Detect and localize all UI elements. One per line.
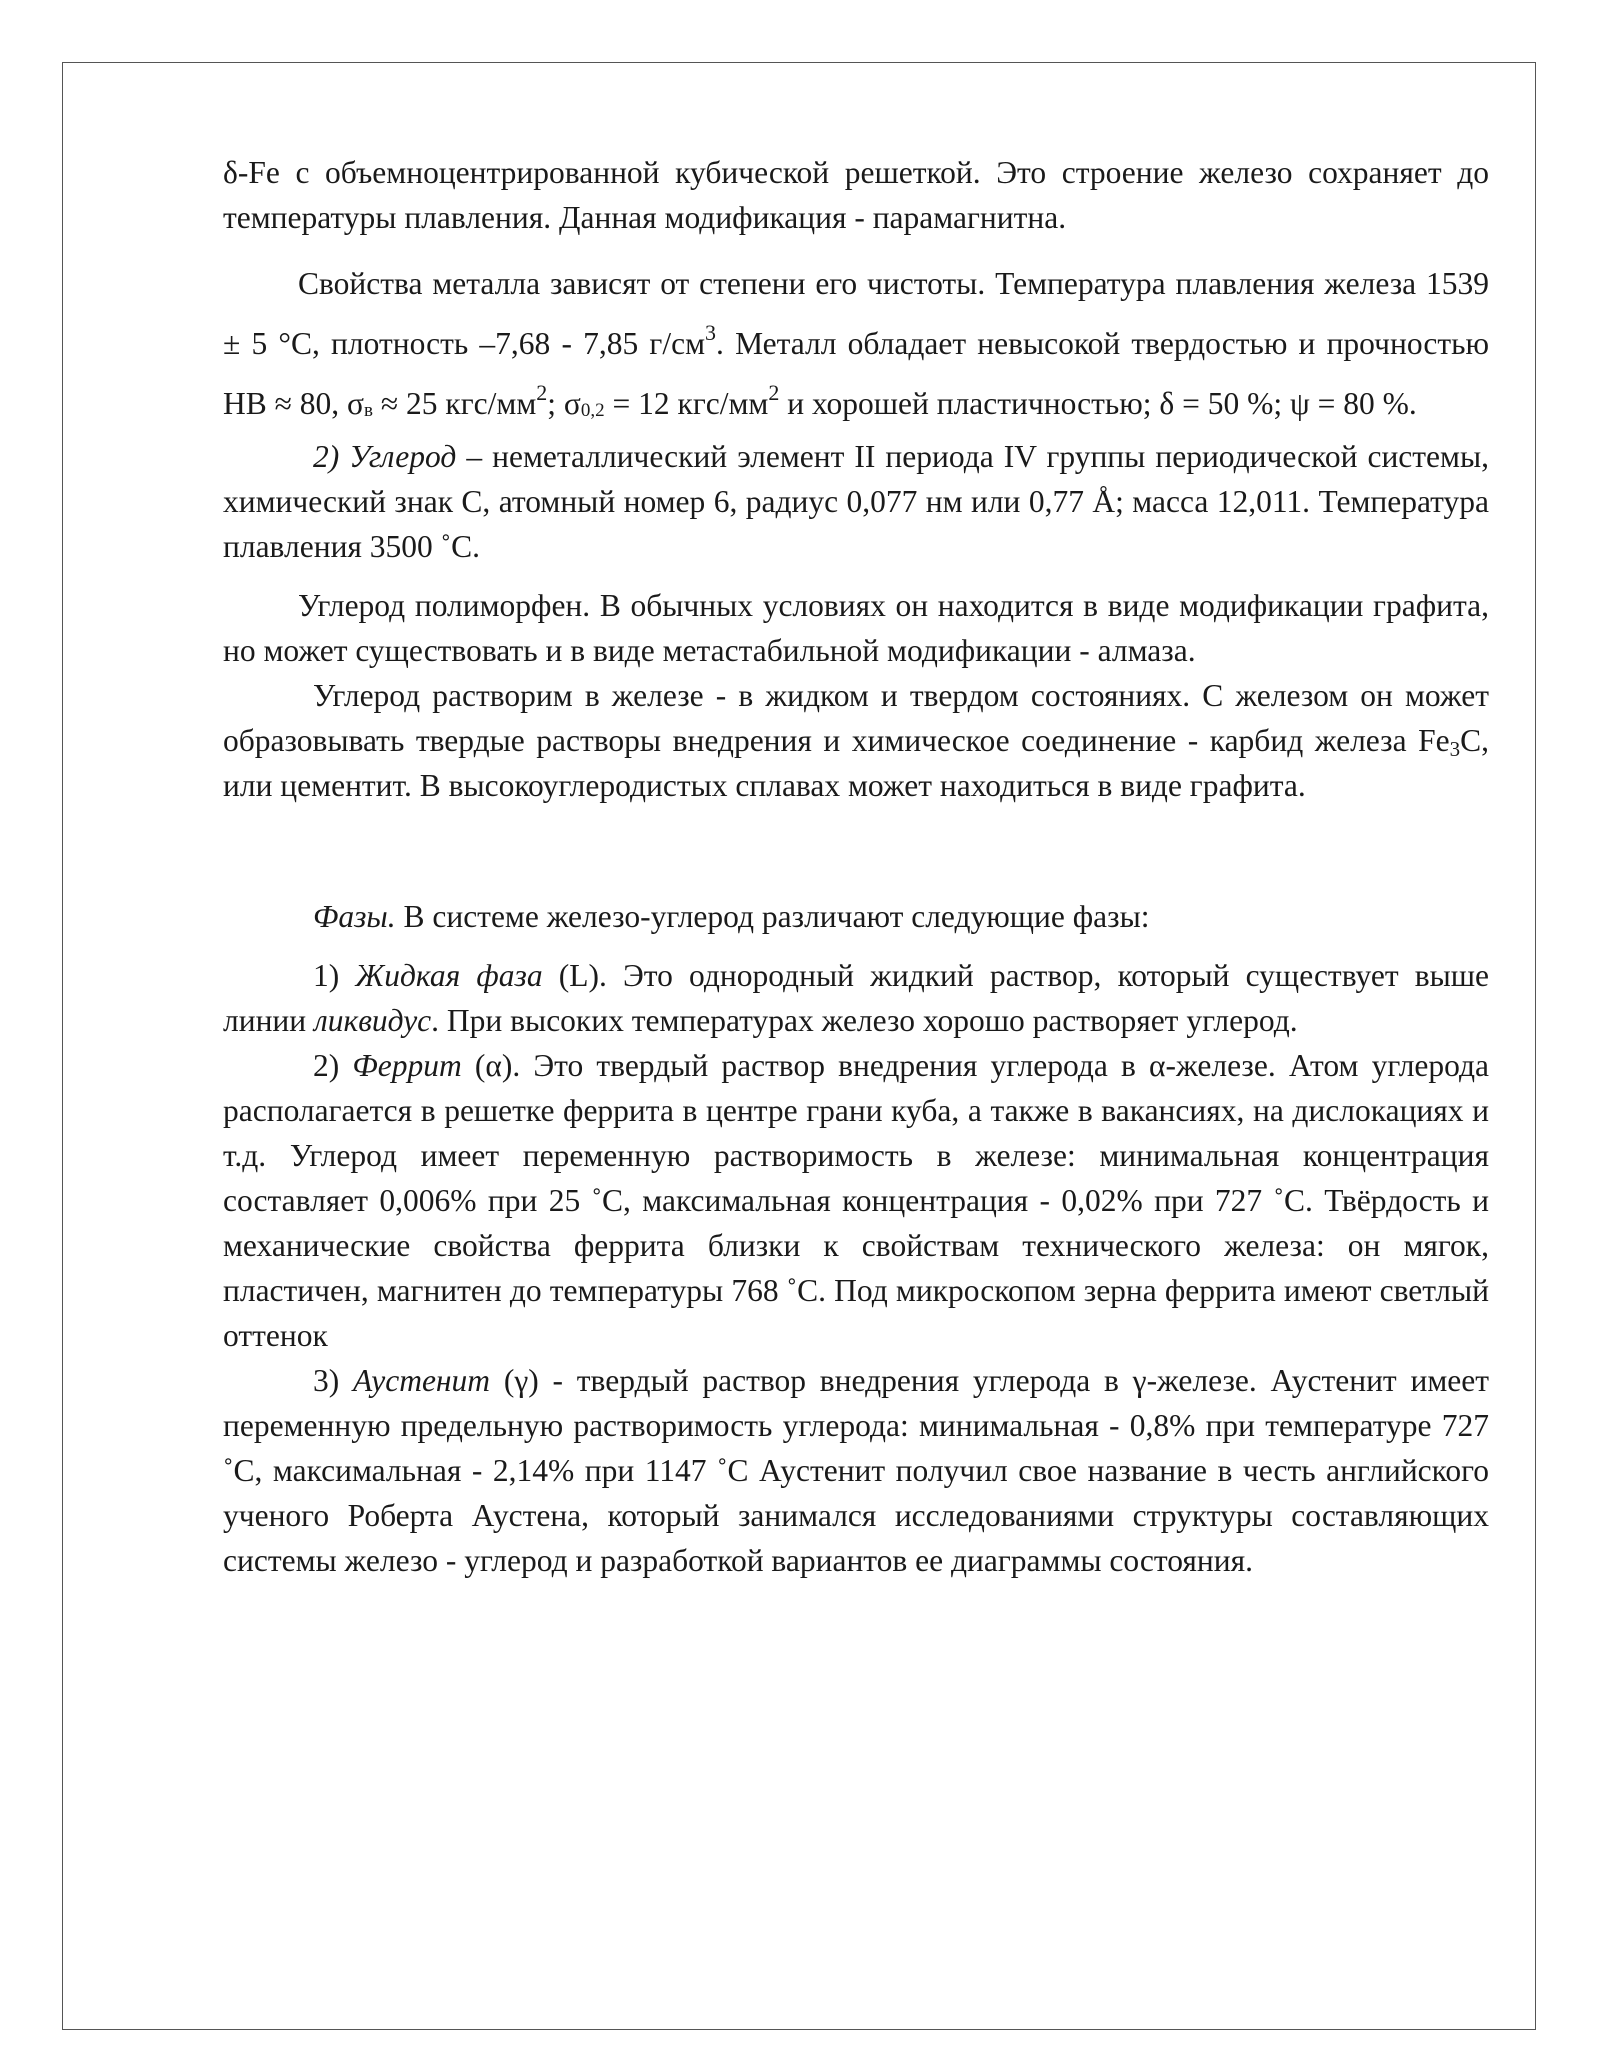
text-segment: Углерод растворим в железе - в жидком и твердом состояниях. С железом он может образовывать твердые растворы внедрения и химическое соединение - карбид железа Fe: [223, 678, 1489, 758]
text-segment: ; σ: [547, 386, 581, 421]
paragraph-carbon-polymorph: Углерод полиморфен. В обычных условиях он находится в виде модификации графита, но может существовать и в виде метастабильной модификации - алмаза.: [223, 588, 1489, 668]
paragraph-carbon-solubility: [223, 673, 1489, 808]
emphasis-heading: Фазы.: [313, 899, 396, 934]
text-segment: = 12 кгс/мм: [604, 386, 769, 421]
subscript: 3: [1449, 737, 1461, 761]
paragraph-phases-intro: [223, 894, 1489, 939]
text-segment: (γ) - твердый раствор внедрения углерода в γ-железе. Аустенит имеет переменную предельную растворимость углерода: минимальная - 0,8% при температуре 727 ˚С, максимальная - 2,14% при 1147 ˚С Аустенит получил свое название в честь английского ученого Роберта Аустена, который занимался исследованиями структуры составляющих системы железо - углерод и разработкой вариантов ее диаграммы состояния.: [223, 1363, 1489, 1578]
text-segment: C, или цементит. В высокоуглеродистых сплавах может находиться в виде графита.: [223, 723, 1489, 803]
paragraph-liquid-phase: [223, 953, 1489, 1043]
emphasis-term: ликвидус: [314, 1003, 432, 1038]
superscript: 2: [768, 380, 780, 405]
emphasis-term: Аустенит: [353, 1363, 491, 1398]
subscript: 0,2: [580, 400, 605, 421]
text-segment: и хорошей пластичностью; δ = 50 %; ψ = 80 %.: [779, 386, 1417, 421]
text-segment: – неметаллический элемент II периода IV группы периодической системы, химический знак С, атомный номер 6, радиус 0,077 нм или 0,77 Å; масса 12,011. Температура плавления 3500 ˚С.: [223, 439, 1489, 564]
paragraph-delta-iron: δ-Fe с объемноцентрированной кубической решеткой. Это строение железо сохраняет до температуры плавления. Данная модификация - парамагнитна.: [223, 155, 1489, 235]
emphasis-heading: 2) Углерод: [313, 439, 457, 474]
paragraph-metal-properties: [223, 254, 1489, 434]
emphasis-term: Жидкая фаза: [355, 958, 543, 993]
text-segment: (α). Это твердый раствор внедрения углерода в α-железе. Атом углерода располагается в решетке феррита в центре грани куба, а также в вакансиях, на дислокациях и т.д. Углерод имеет переменную растворимость в железе: минимальная концентрация составляет 0,006% при 25 ˚С, максимальная концентрация - 0,02% при 727 ˚С. Твёрдость и механические свойства феррита близки к свойствам технического железа: он мягок, пластичен, магнитен до температуры 768 ˚С. Под микроскопом зерна феррита имеют светлый оттенок: [223, 1048, 1489, 1353]
text-segment: (L). Это однородный жидкий раствор, который существует выше линии: [223, 958, 1489, 1038]
list-number: 1): [313, 958, 356, 993]
list-number: 2): [313, 1048, 353, 1083]
superscript: 2: [536, 380, 548, 405]
document-body: [223, 150, 1489, 1583]
paragraph-ferrite: [223, 1043, 1489, 1358]
text-segment: . При высоких температурах железо хорошо растворяет углерод.: [431, 1003, 1298, 1038]
emphasis-term: Феррит: [352, 1048, 462, 1083]
paragraph-carbon: [223, 434, 1489, 569]
text-segment: Свойства металла зависят от степени его чистоты. Температура плавления железа 1539 ± 5 °C, плотность –7,68 - 7,85 г/см: [223, 266, 1489, 361]
paragraph-austenite: [223, 1358, 1489, 1583]
text-segment: ≈ 25 кгс/мм: [373, 386, 537, 421]
list-number: 3): [313, 1363, 354, 1398]
text-segment: . Металл обладает невысокой твердостью и прочностью НВ ≈ 80, σ: [223, 326, 1489, 421]
text-segment: В системе железо-углерод различают следующие фазы:: [395, 899, 1150, 934]
superscript: 3: [705, 320, 717, 345]
subscript: в: [364, 400, 374, 421]
